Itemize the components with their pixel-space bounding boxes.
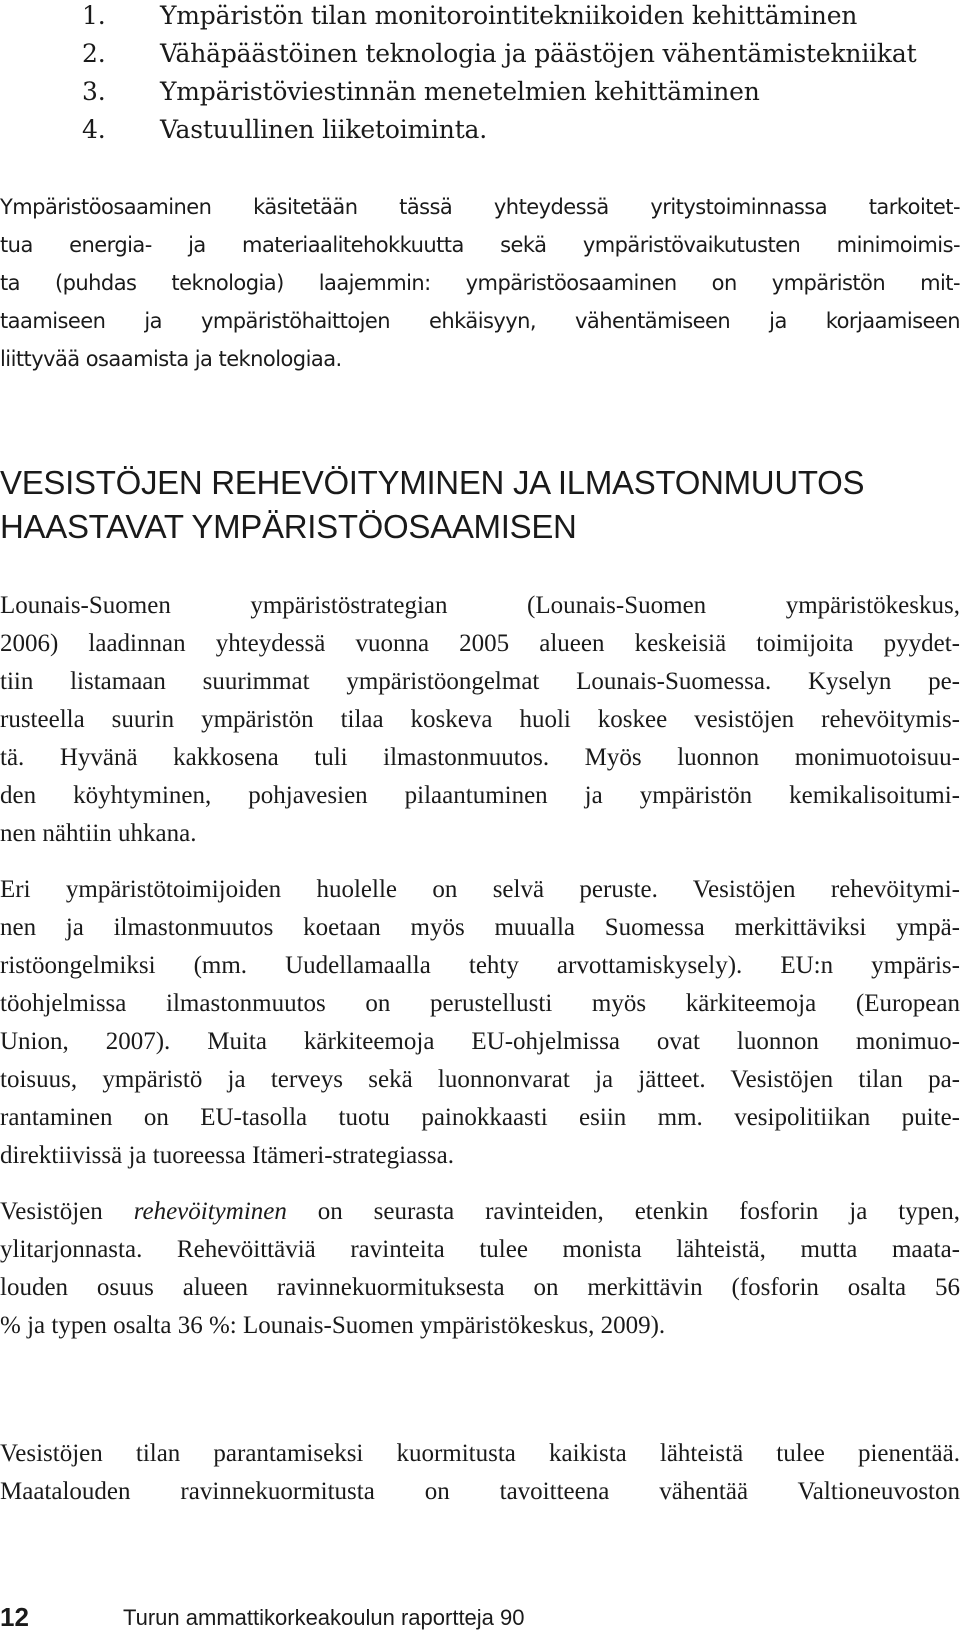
list-item <box>0 38 960 76</box>
section-heading <box>0 461 960 549</box>
list-item-text: Vastuullinen liiketoiminta. <box>160 115 487 144</box>
list-item-text: Ympäristöviestinnän menetelmien kehittäminen <box>160 77 760 106</box>
heading-line: HAASTAVAT YMPÄRISTÖOSAAMISEN <box>0 508 577 545</box>
list-item-text: Ympäristön tilan monitorointitekniikoiden kehittäminen <box>160 1 858 30</box>
paragraph-line: taamiseen ja ympäristöhaittojen ehkäisyyn, vähentämiseen ja korjaamiseen <box>0 309 960 333</box>
paragraph-line: Vesistöjen tilan parantamiseksi kuormitusta kaikista lähteistä tulee pienentää. <box>0 1440 960 1467</box>
paragraph-strategy <box>0 587 960 853</box>
paragraph-line: ta (puhdas teknologia) laajemmin: ympäristöosaaminen on ympäristön mit- <box>0 271 960 295</box>
paragraph-line: Lounais-Suomen ympäristöstrategian (Lounais-Suomen ympäristökeskus, <box>0 592 960 619</box>
list-item-number: 4. <box>82 115 106 144</box>
paragraph-stakeholders <box>0 871 960 1175</box>
text-run: Vesistöjen <box>0 1198 134 1225</box>
paragraph-line: Ympäristöosaaminen käsitetään tässä yhteydessä yritystoiminnassa tarkoitet- <box>0 195 960 219</box>
paragraph-line: tua energia- ja materiaalitehokkuutta sekä ympäristövaikutusten minimoimis- <box>0 233 960 257</box>
paragraph-eutrophication <box>0 1193 960 1345</box>
paragraph-line: ristöongelmiksi (mm. Uudellamaalla tehty arvottamiskysely). EU:n ympäris- <box>0 952 960 979</box>
page-number: 12 <box>0 1602 29 1632</box>
paragraph-line: Union, 2007). Muita kärkiteemoja EU-ohjelmissa ovat luonnon monimuo- <box>0 1028 960 1055</box>
paragraph-line: den köyhtyminen, pohjavesien pilaantuminen ja ympäristön kemikalisoitumi- <box>0 782 960 809</box>
paragraph-line: liittyvää osaamista ja teknologiaa. <box>0 347 342 371</box>
heading-line: VESISTÖJEN REHEVÖITYMINEN JA ILMASTONMUUTOS <box>0 464 865 501</box>
paragraph-line: nen ja ilmastonmuutos koetaan myös muualla Suomessa merkittäviksi ympä- <box>0 914 960 941</box>
list-item-number: 3. <box>82 77 106 106</box>
paragraph-line: rusteella suurin ympäristön tilaa koskeva huoli koskee vesistöjen rehevöitymis- <box>0 706 960 733</box>
paragraph-line: 2006) laadinnan yhteydessä vuonna 2005 alueen keskeisiä toimijoita pyydet- <box>0 630 960 657</box>
paragraph-line: rantaminen on EU-tasolla tuotu painokkaasti esiin mm. vesipolitiikan puite- <box>0 1104 960 1131</box>
page-footer <box>0 1604 960 1630</box>
list-item-text: Vähäpäästöinen teknologia ja päästöjen vähentämistekniikat <box>160 39 917 68</box>
paragraph-line: ylitarjonnasta. Rehevöittäviä ravinteita tulee monista lähteistä, mutta maata- <box>0 1236 960 1263</box>
paragraph-line: Maatalouden ravinnekuormitusta on tavoitteena vähentää Valtioneuvoston <box>0 1478 960 1505</box>
paragraph-line <box>0 1193 960 1231</box>
list-item-number: 2. <box>82 39 106 68</box>
paragraph-line: toisuus, ympäristö ja terveys sekä luonnonvarat ja jätteet. Vesistöjen tilan pa- <box>0 1066 960 1093</box>
paragraph-line: töohjelmissa ilmastonmuutos on perustellusti myös kärkiteemoja (European <box>0 990 960 1017</box>
paragraph-line: tiin listamaan suurimmat ympäristöongelmat Lounais-Suomessa. Kyselyn pe- <box>0 668 960 695</box>
numbered-list <box>0 0 960 152</box>
publication-title: Turun ammattikorkeakoulun raportteja 90 <box>123 1605 525 1630</box>
paragraph-load-reduction <box>0 1435 960 1511</box>
paragraph-line: nen nähtiin uhkana. <box>0 820 197 847</box>
list-item <box>0 0 960 38</box>
list-item-number: 1. <box>82 1 106 30</box>
list-item <box>0 114 960 152</box>
text-run: on seurasta ravinteiden, etenkin fosforin ja typen, <box>286 1198 960 1225</box>
emphasized-term: rehevöityminen <box>133 1198 287 1225</box>
paragraph-line: direktiivissä ja tuoreessa Itämeri-strategiassa. <box>0 1142 455 1169</box>
paragraph-line: tä. Hyvänä kakkosena tuli ilmastonmuutos. Myös luonnon monimuotoisuu- <box>0 744 960 771</box>
list-item <box>0 76 960 114</box>
paragraph-line: louden osuus alueen ravinnekuormituksesta on merkittävin (fosforin osalta 56 <box>0 1274 960 1301</box>
paragraph-environmental-expertise <box>0 188 960 378</box>
paragraph-line: % ja typen osalta 36 %: Lounais-Suomen ympäristökeskus, 2009). <box>0 1312 666 1339</box>
paragraph-line: Eri ympäristötoimijoiden huolelle on selvä peruste. Vesistöjen rehevöitymi- <box>0 876 960 903</box>
